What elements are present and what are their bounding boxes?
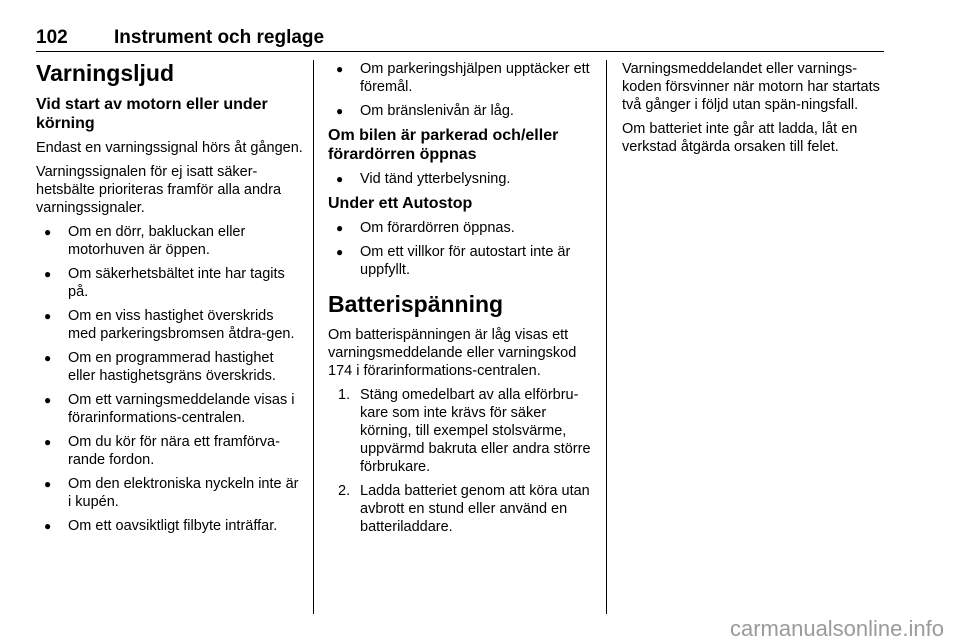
step-text: Ladda batteriet genom att köra utan avbrott en stund eller använd en batteriladdare. <box>360 483 590 535</box>
watermark: carmanualsonline.info <box>729 616 944 641</box>
column-1 <box>36 60 304 541</box>
step-number: 2. <box>338 483 351 499</box>
list-item: ● Om parkeringshjälpen upptäcker ett föremål. <box>328 60 596 96</box>
paragraph: Varningssignalen för ej isatt säker-hetsbälte prioriteras framför alla andra varningssignaler. <box>36 164 282 216</box>
list-item: ● Om du kör för nära ett framförva-rande fordon. <box>36 433 304 469</box>
paragraph: Endast en varningssignal hörs åt gången. <box>36 140 303 156</box>
list-item <box>328 482 596 536</box>
step-number: 1. <box>338 387 351 403</box>
list-item: ● Om ett villkor för autostart inte är uppfyllt. <box>328 243 596 279</box>
bullet-list <box>328 60 596 120</box>
list-item: ● Om säkerhetsbältet inte har tagits på. <box>36 265 304 301</box>
page-header <box>36 27 884 52</box>
paragraph: Om batteriet inte går att ladda, låt en verkstad åtgärda orsaken till felet. <box>622 121 858 155</box>
list-item: ● Om ett oavsiktligt filbyte inträffar. <box>36 517 304 535</box>
bullet-list <box>36 223 304 535</box>
list-item: ● Om bränslenivån är låg. <box>328 102 596 120</box>
section-heading-battery-voltage: Batterispänning <box>328 291 504 317</box>
list-item: ● Om ett varningsmeddelande visas i förarinformations-centralen. <box>36 391 304 427</box>
list-item: ● Om den elektroniska nyckeln inte är i kupén. <box>36 475 304 511</box>
subheading-autostop: Under ett Autostop <box>328 195 473 212</box>
bullet-list <box>328 219 596 279</box>
section-heading-warning-sounds: Varningsljud <box>36 60 175 86</box>
step-text: Stäng omedelbart av alla elförbru-kare som inte krävs för säker körning, till exempel stolsvärme, uppvärmd bakruta eller andra större förbrukare. <box>360 387 591 475</box>
page-number: 102 <box>36 27 68 48</box>
list-item: ● Om en programmerad hastighet eller hastighetsgräns överskrids. <box>36 349 304 385</box>
subheading-engine-start: Vid start av motorn eller under körning <box>36 96 268 132</box>
paragraph: Varningsmeddelandet eller varnings-koden försvinner när motorn har startats två gånger i följd utan spän-ningsfall. <box>622 61 880 113</box>
list-item: ● Om en viss hastighet överskrids med parkeringsbromsen åtdra-gen. <box>36 307 304 343</box>
bullet-list <box>328 170 596 188</box>
list-item: ● Om en dörr, bakluckan eller motorhuven är öppen. <box>36 223 304 259</box>
list-item <box>328 386 596 476</box>
column-3 <box>622 60 886 162</box>
column-divider-2 <box>606 60 607 614</box>
list-item: ● Om förardörren öppnas. <box>328 219 596 237</box>
column-divider-1 <box>313 60 314 614</box>
numbered-list <box>328 386 596 536</box>
paragraph: Om batterispänningen är låg visas ett varningsmeddelande eller varningskod 174 i förarinformations-centralen. <box>328 327 577 379</box>
subheading-parked: Om bilen är parkerad och/eller förardörren öppnas <box>328 127 559 163</box>
running-title: Instrument och reglage <box>114 27 325 48</box>
list-item: ● Vid tänd ytterbelysning. <box>328 170 596 188</box>
column-2 <box>328 60 596 542</box>
